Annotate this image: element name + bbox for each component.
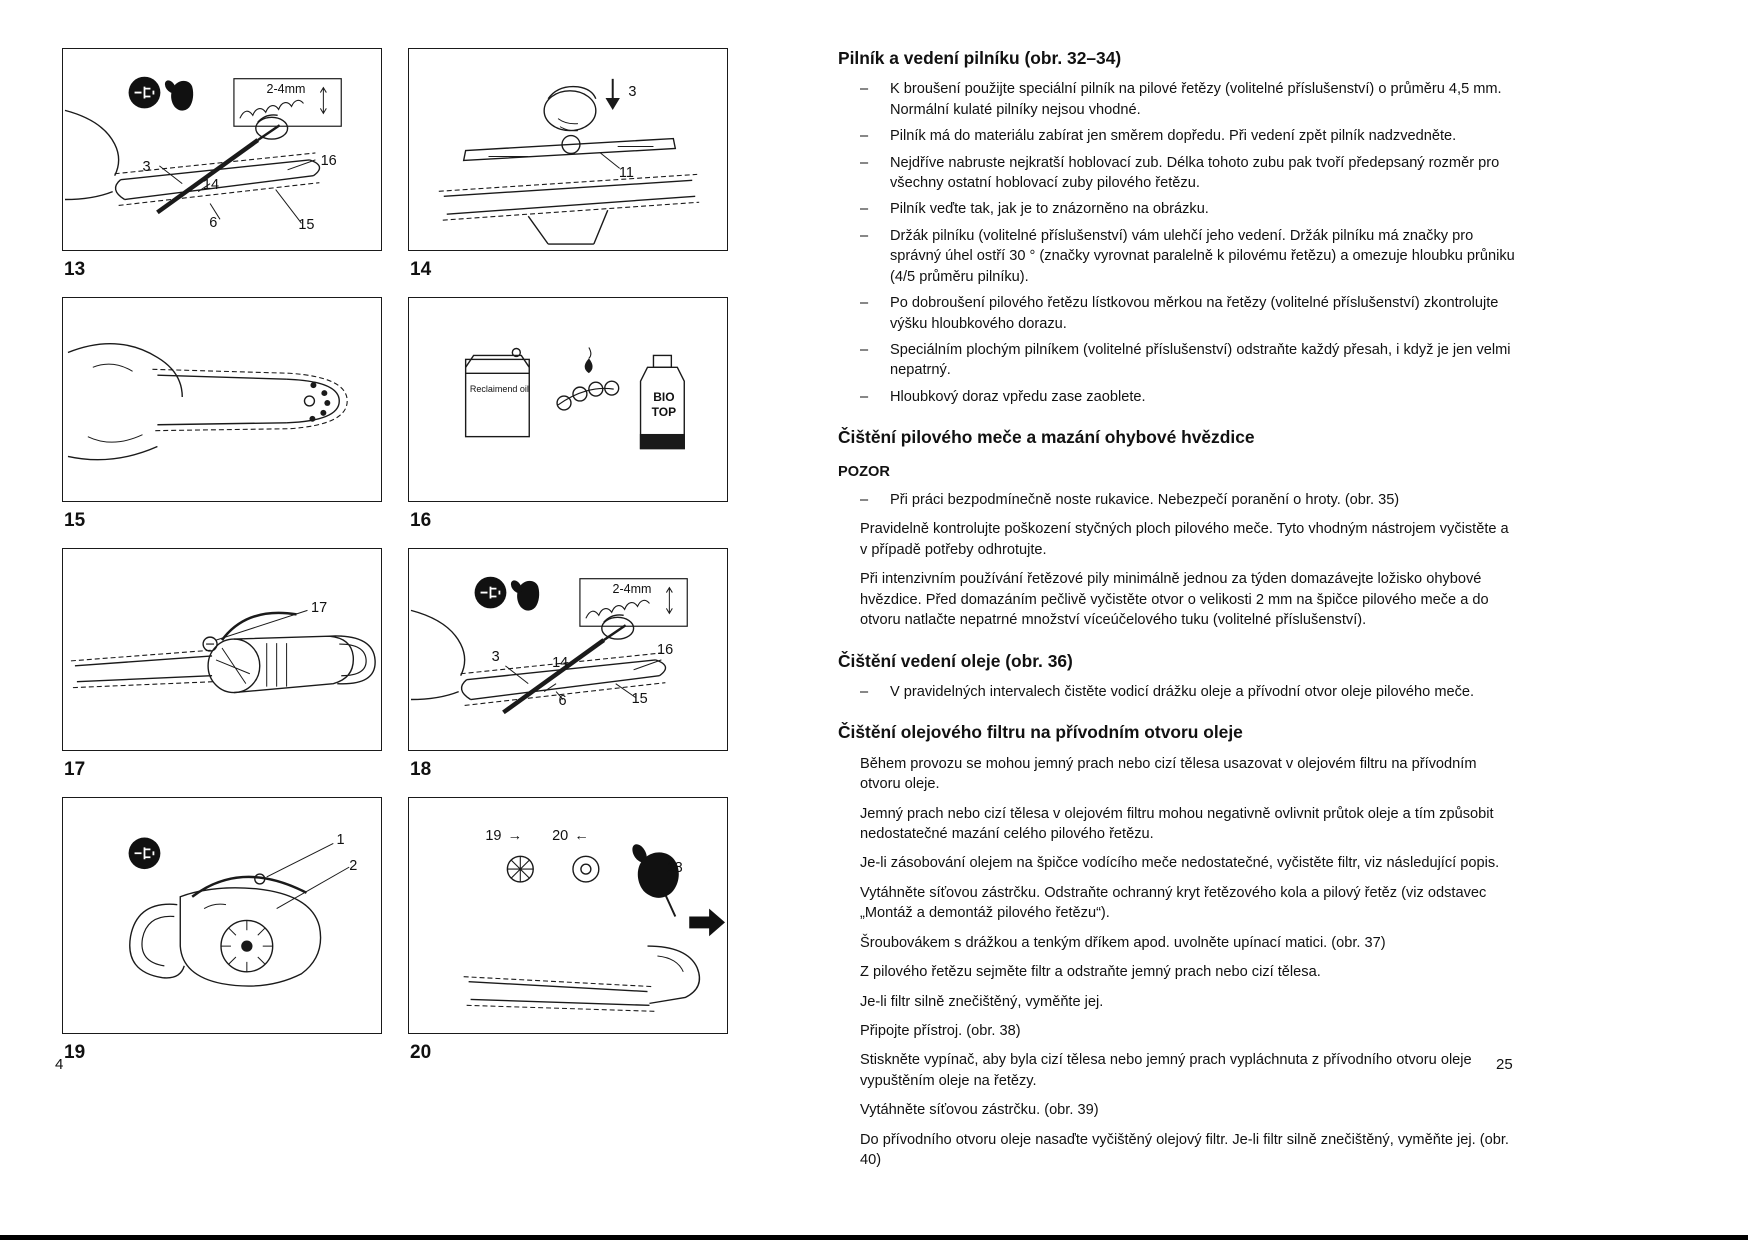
bullet-dash: – [860, 81, 869, 98]
heading-bar-cleaning: Čištění pilového meče a mazání ohybové hvězdice [838, 427, 1255, 448]
figure-16-label: 16 [410, 510, 432, 531]
figure-13-label: 13 [64, 259, 86, 280]
figure-13 [62, 48, 382, 297]
glove-icon [163, 78, 194, 110]
bullet-text: Pilník má do materiálu zabírat jen směrem dopředu. Při vedení zpět pilník nadzvedněte. [890, 128, 1457, 145]
paragraph: Z pilového řetězu sejměte filtr a odstraňte jemný prach nebo cizí tělesa. [860, 964, 1321, 981]
callout-17: 17 [311, 600, 328, 617]
arrow-left-icon: ← [574, 827, 589, 844]
callout-18: 18 [666, 860, 683, 877]
paragraph: Je-li zásobování olejem na špičce vodícího meče nedostatečné, vyčistěte filtr, viz následující popis. [860, 855, 1500, 872]
paragraph: Vytáhněte síťovou zástrčku. Odstraňte ochranný kryt řetězového kola a pilový řetěz (viz odstavec „Montáž a demontáž pilového řetězu“). [860, 884, 1487, 922]
heading-file-guide: Pilník a vedení pilníku (obr. 32–34) [838, 48, 1122, 68]
figure-17 [62, 548, 382, 797]
callout-15: 15 [298, 216, 315, 233]
figure-19-box [62, 797, 382, 1034]
figure-19 [62, 797, 382, 1080]
bullet-item [860, 682, 1520, 702]
figure-15-box [62, 297, 382, 502]
bullet-item [860, 293, 1520, 334]
figure-18-box [408, 548, 728, 751]
callout-16: 16 [657, 642, 674, 659]
scan-edge [0, 1235, 1748, 1240]
bullet-text: Speciálním plochým pilníkem (volitelné příslušenství) odstraňte každý přesah, i když je jen velmi nepatrný. [890, 342, 1511, 379]
callout-dimension: 2-4mm [612, 582, 652, 597]
top-label: TOP [651, 404, 677, 419]
bullet-item [860, 387, 1520, 407]
unplug-icon [475, 577, 507, 609]
figure-20-label: 20 [410, 1042, 432, 1063]
callout-6: 6 [209, 214, 218, 231]
figure-14 [408, 48, 728, 297]
bullet-dash: – [860, 342, 869, 358]
callout-6: 6 [558, 692, 567, 709]
bullet-item [860, 126, 1520, 146]
figure-13-box [62, 48, 382, 251]
bio-label: BIO [653, 390, 675, 405]
figure-grid [62, 48, 732, 1080]
callout-3: 3 [142, 158, 151, 175]
unplug-icon [129, 77, 161, 109]
paragraph: Během provozu se mohou jemný prach nebo cizí tělesa usazovat v olejovém filtru na přívodním otvoru oleje. [860, 755, 1477, 793]
arrow-right-icon: → [507, 827, 523, 844]
bullet-item [860, 340, 1520, 381]
paragraph: Do přívodního otvoru oleje nasaďte vyčištěný olejový filtr. Je-li filtr silně znečištěný, vyměňte jej. (obr. 40) [860, 1131, 1509, 1169]
chain-filing-illustration [409, 549, 727, 750]
bullet-item [860, 226, 1520, 287]
paragraph: Pravidelně kontrolujte poškození styčných ploch pilového meče. Tyto vhodným nástrojem vyčistěte a v případě potřeby odhrotujte. [860, 521, 1509, 558]
paragraph: Šroubovákem s drážkou a tenkým dříkem apod. uvolněte upínací matici. (obr. 37) [860, 934, 1386, 951]
figure-18 [408, 548, 728, 797]
bullet-text: K broušení použijte speciální pilník na pilové řetězy (volitelné příslušenství) o průměru 4,5 mm. Normální kulaté pilníky nejsou vhodné. [890, 81, 1502, 118]
callout-3: 3 [628, 84, 637, 101]
bullet-item [860, 490, 1520, 510]
callout-14: 14 [202, 176, 220, 193]
page-number-left: 4 [55, 1056, 64, 1073]
callout-14: 14 [552, 654, 569, 671]
bullet-dash: – [860, 683, 869, 700]
figure-14-label: 14 [410, 259, 432, 280]
glove-icon [509, 578, 540, 610]
paragraph: Připojte přístroj. (obr. 38) [860, 1022, 1021, 1039]
bullet-dash: – [860, 154, 869, 171]
figure-15-label: 15 [64, 510, 86, 531]
bullet-text: Držák pilníku (volitelné příslušenství) vám ulehčí jeho vedení. Držák pilníku má značky pro správný úhel ostří 30 ° (značky vyrovnat paralelně k pilovému řetězu) a omezuje hloubku průniku (4/5 průměru pilníku). [890, 227, 1515, 285]
figure-17-label: 17 [64, 759, 86, 780]
callout-15: 15 [631, 690, 648, 707]
callout-16: 16 [320, 152, 337, 169]
bullet-dash: – [860, 201, 869, 218]
figure-19-label: 19 [64, 1042, 86, 1063]
file-guide-illustration [409, 49, 727, 250]
bullet-text: Při práci bezpodmínečně noste rukavice. Nebezpečí poranění o hroty. (obr. 35) [890, 492, 1400, 509]
callout-19: 19 [485, 827, 502, 844]
bar-nose-sprocket-illustration [63, 298, 381, 501]
figures-page [62, 48, 732, 1080]
callout-dimension: 2-4mm [266, 82, 306, 97]
chain-filing-illustration [63, 49, 381, 250]
callout-2: 2 [349, 858, 358, 875]
bullet-text: Pilník veďte tak, jak je to znázorněno na obrázku. [890, 201, 1209, 218]
bullet-dash: – [860, 227, 869, 244]
bullet-text: V pravidelných intervalech čistěte vodicí drážku oleje a přívodní otvor oleje pilového meče. [890, 683, 1475, 700]
heading-oil-guide: Čištění vedení oleje (obr. 36) [838, 650, 1073, 671]
callout-11: 11 [618, 164, 634, 181]
heading-oil-filter: Čištění olejového filtru na přívodním otvoru oleje [838, 722, 1243, 743]
page-number-right: 25 [1496, 1056, 1513, 1073]
paragraph: Jemný prach nebo cizí tělesa v olejovém filtru mohou negativně ovlivnit průtok oleje a tím způsobit nedostatečné mazání celého pilového řetězu. [860, 805, 1494, 842]
bullet-text: Nejdříve nabruste nejkratší hoblovací zub. Délka tohoto zubu pak tvoří předepsaný rozměr pro všechny ostatní hoblovací zuby pilového řetězu. [890, 154, 1500, 192]
bullet-text: Po dobroušení pilového řetězu lístkovou měrkou na řetězy (volitelné příslušenství) zkontrolujte výšku hloubkového dorazu. [890, 295, 1499, 332]
figure-20 [408, 797, 728, 1080]
chainsaw-oil-cap-illustration [63, 549, 381, 750]
callout-20: 20 [552, 827, 569, 844]
paragraph: Je-li filtr silně znečištěný, vyměňte jej. [860, 993, 1104, 1010]
bullet-item [860, 199, 1520, 219]
paragraph: Při intenzivním používání řetězové pily minimálně jednou za týden domazávejte ložisko ohybové hvězdice. Před domazáním pečlivě vyčistěte otvor o velikosti 2 mm na špičce pilového meče a do otvoru natlačte nepatrné množství víceúčelového tuku (volitelné příslušenství). [860, 571, 1489, 629]
chainsaw-switch-illustration [63, 798, 381, 1033]
bullet-item [860, 153, 1520, 194]
unplug-icon [129, 837, 161, 869]
callout-1: 1 [336, 832, 345, 849]
figure-15 [62, 297, 382, 548]
paragraph: Vytáhněte síťovou zástrčku. (obr. 39) [860, 1102, 1099, 1119]
caution-label: POZOR [838, 463, 890, 480]
figure-14-box [408, 48, 728, 251]
callout-3: 3 [491, 648, 500, 665]
figure-20-box [408, 797, 728, 1034]
oil-carton-label: Reclaimend oil [469, 384, 529, 395]
figure-18-label: 18 [410, 759, 432, 780]
block-arrow-right-icon [689, 909, 725, 937]
figure-17-box [62, 548, 382, 751]
bullet-dash: – [860, 128, 869, 145]
figure-16 [408, 297, 728, 548]
paragraph: Stiskněte vypínač, aby byla cizí tělesa nebo jemný prach vypláchnuta z přívodního otvoru oleje vypuštěním oleje na řetězy. [860, 1052, 1472, 1089]
text-page [838, 46, 1520, 1179]
figure-16-box [408, 297, 728, 502]
bullet-text: Hloubkový doraz vpředu zase zaoblete. [890, 388, 1146, 405]
bullet-dash: – [860, 492, 869, 509]
bullet-dash: – [860, 295, 869, 312]
bullet-dash: – [860, 388, 869, 405]
bullet-item [860, 79, 1520, 120]
